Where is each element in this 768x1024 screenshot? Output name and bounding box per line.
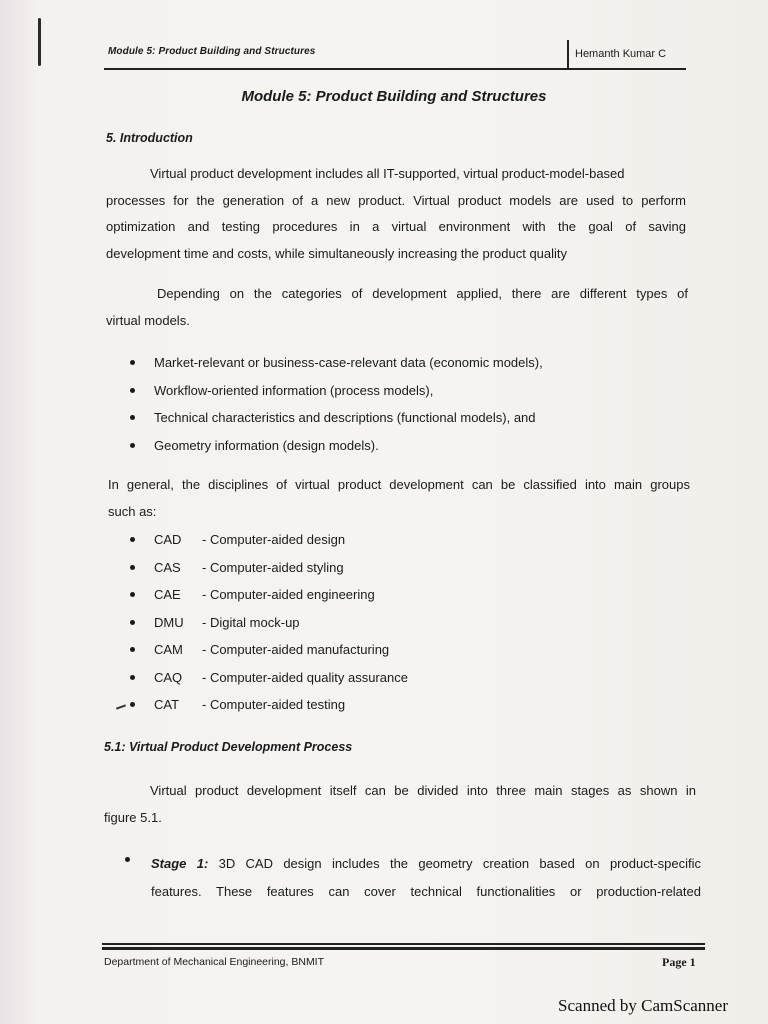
list-item: CAD - Computer-aided design: [130, 526, 408, 554]
bullet-icon: [130, 565, 135, 570]
bullet-icon: [130, 647, 135, 652]
footer-rule: [102, 943, 705, 945]
bullet-icon: [130, 675, 135, 680]
list-item: Market-relevant or business-case-relevant data (economic models),: [130, 349, 543, 377]
disciplines-line-2: such as:: [108, 503, 157, 519]
categories-line-1: Depending on the categories of development applied, there are different types of: [157, 286, 688, 301]
disciplines-line-1: In general, the disciplines of virtual product development can be classified into main groups: [108, 477, 690, 492]
list-item: Technical characteristics and descriptions (functional models), and: [130, 404, 543, 432]
categories-line-2: virtual models.: [106, 312, 190, 328]
process-heading: 5.1: Virtual Product Development Process: [104, 740, 353, 754]
stage-1-label: Stage 1:: [151, 856, 209, 871]
bullet-icon: [130, 620, 135, 625]
bullet-icon: [125, 857, 130, 862]
list-item: CAE - Computer-aided engineering: [130, 581, 408, 609]
process-paragraph: [104, 778, 696, 831]
list-item: DMU - Digital mock-up: [130, 609, 408, 637]
footer-department: Department of Mechanical Engineering, BNMIT: [104, 956, 325, 968]
list-item: Geometry information (design models).: [130, 432, 543, 460]
header-separator: [567, 40, 569, 68]
intro-line-4: development time and costs, while simultaneously increasing the product quality: [106, 245, 568, 261]
model-types-list: [130, 349, 543, 459]
process-line-2: figure 5.1.: [104, 809, 162, 825]
header-rule: [104, 68, 686, 70]
bullet-icon: [130, 592, 135, 597]
process-line-1: Virtual product development itself can be divided into three main stages as shown in: [150, 783, 696, 798]
list-item: CAS - Computer-aided styling: [130, 554, 408, 582]
disciplines-list: [130, 526, 408, 719]
page-title: Module 5: Product Building and Structures: [241, 88, 547, 105]
stage-1-paragraph: [151, 850, 701, 906]
bullet-icon: [130, 360, 135, 365]
binder-mark: [38, 18, 41, 66]
list-item: CAM - Computer-aided manufacturing: [130, 636, 408, 664]
intro-heading: 5. Introduction: [106, 131, 193, 145]
list-item: CAT - Computer-aided testing: [130, 691, 408, 719]
page-number: Page 1: [662, 955, 696, 969]
bullet-icon: [130, 443, 135, 448]
bullet-icon: [130, 702, 135, 707]
header-module-title: Module 5: Product Building and Structures: [108, 46, 316, 57]
intro-paragraph: [106, 161, 686, 267]
pen-mark: [116, 704, 126, 709]
scanner-watermark: Scanned by CamScanner: [558, 996, 728, 1015]
footer-rule-thick: [102, 947, 705, 950]
intro-line-1: Virtual product development includes all IT-supported, virtual product-model-based: [150, 166, 625, 181]
intro-line-2: processes for the generation of a new product. Virtual product models are used to perform: [106, 192, 686, 208]
bullet-icon: [130, 415, 135, 420]
header-author: Hemanth Kumar C: [575, 48, 667, 60]
bullet-icon: [130, 537, 135, 542]
list-item: Workflow-oriented information (process models),: [130, 377, 543, 405]
stage-1-line-1: Stage 1: 3D CAD design includes the geometry creation based on product-specific: [151, 856, 701, 871]
stage-1-line-2: features. These features can cover technical functionalities or production-related: [151, 884, 701, 899]
intro-line-3: optimization and testing procedures in a virtual environment with the goal of saving: [106, 219, 686, 234]
list-item: CAQ - Computer-aided quality assurance: [130, 664, 408, 692]
disciplines-paragraph: [108, 472, 690, 525]
bullet-icon: [130, 388, 135, 393]
categories-paragraph: [106, 281, 688, 334]
